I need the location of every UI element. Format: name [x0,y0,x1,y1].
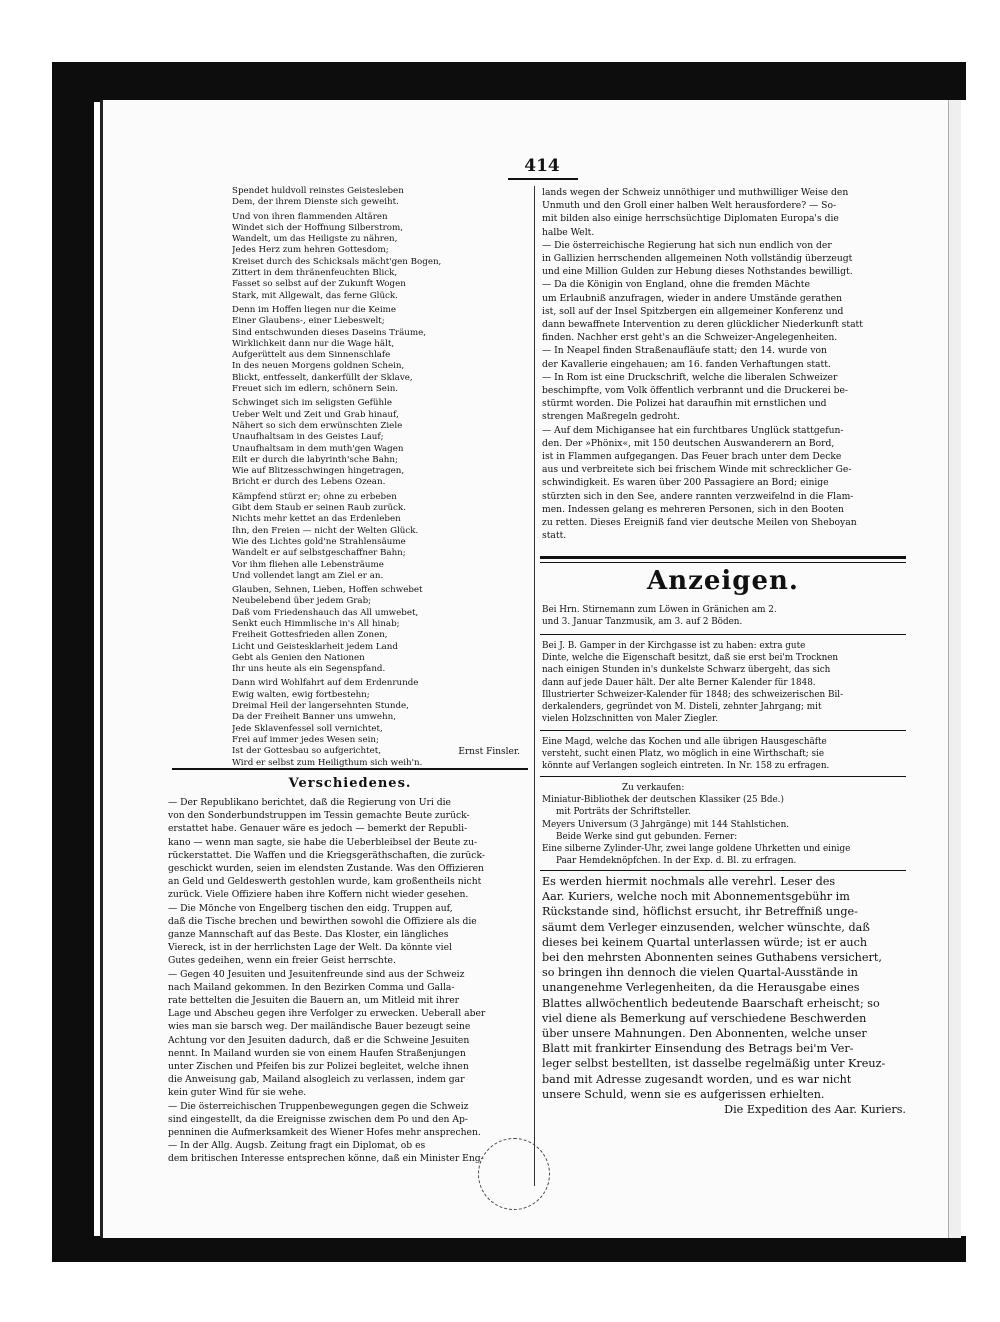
poem-signature: Ernst Finsler. [458,747,520,757]
poem-line: Ihr uns heute als ein Segenspfand. [232,664,386,675]
text-line: kano — wenn man sagte, sie habe die Ueberbleibsel der Beute zu- [168,836,478,848]
news-text [542,186,906,542]
text-line: dem britischen Interesse entsprechen könne, daß ein Minister Eng- [168,1153,484,1165]
text-line: vielen Holzschnitten von Maler Ziegler. [542,714,719,725]
advert-abonnenten [542,874,906,1117]
text-line: schwindigkeit. Es waren über 200 Passagiere an Bord; einige [542,477,829,489]
text-line: kein guter Wind für sie wehe. [168,1087,307,1099]
poem-line: Aufgerüttelt aus dem Sinnenschlafe [232,350,391,361]
text-line: band mit Adresse zugesandt worden, und es war nicht [542,1072,852,1086]
poem-line: Denn im Hoffen liegen nur die Keime [232,304,396,315]
text-line: ganze Mannschaft auf das Beste. Das Kloster, ein längliches [168,929,449,941]
text-line: leger selbst bestellten, ist dasselbe regelmäßig unter Kreuz- [542,1057,886,1071]
poem-line: Ewig walten, ewig fortbestehn; [232,689,370,700]
poem-line: Kämpfend stürzt er; ohne zu erbeben [232,491,397,502]
text-line: mit Porträts der Schriftsteller. [556,807,691,818]
text-line: Gutes gedeihen, wenn ein freier Geist herrschte. [168,955,396,967]
poem-end-rule [172,768,528,770]
poem-line: Licht und Geistesklarheit jedem Land [232,641,398,652]
text-line: — Die österreichischen Truppenbewegungen gegen die Schweiz [168,1100,469,1112]
text-line: Illustrierter Schweizer-Kalender für 1848; des schweizerischen Bil- [542,689,844,700]
text-line: stürzten sich in den See, andere rannten verzweifelnd in die Flam- [542,490,854,502]
text-line: lands wegen der Schweiz unnöthiger und muthwilliger Weise den [542,187,849,198]
poem-line: Jede Sklavenfessel soll vernichtet, [232,723,383,734]
text-line: Lage und Abscheu gegen ihre Verfolger zu erwecken. Ueberall aber [168,1008,486,1020]
text-line: dann auf jede Dauer hält. Der alte Berner Kalender für 1848. [542,677,816,688]
poem-line: Da der Freiheit Banner uns umwehn, [232,712,396,723]
text-line: mit bilden also einige herrschsüchtige Diplomaten Europa's die [542,213,839,225]
text-line: geschickt wurden, seien im elendsten Zustande. Was den Offizieren [168,863,484,875]
poem-line: Unaufhaltsam in des Geistes Lauf; [232,432,384,443]
text-line: Eine silberne Zylinder-Uhr, zwei lange goldene Uhrketten und einige [542,844,851,855]
text-line: Zu verkaufen: [622,783,685,793]
text-line: bei den mehrsten Abonnenten seines Guthabens versichert, [542,951,882,965]
text-line: die Anweisung gab, Mailand alsogleich zu verlassen, indem gar [168,1074,465,1086]
poem-line: Fasset so selbst auf der Zukunft Wogen [232,279,406,290]
advert-divider [540,634,906,635]
text-line: erstattet habe. Genauer wäre es jedoch — bemerkt der Republi- [168,823,468,835]
text-line: statt. [542,530,567,542]
text-line: Beide Werke sind gut gebunden. Ferner: [556,831,738,842]
text-line: in Gallizien herrschenden allgemeinen Noth vollständig überzeugt [542,253,853,265]
text-line: — Die österreichische Regierung hat sich nun endlich von der [542,239,832,251]
text-line: viel diene als Bemerkung auf verschiedene Beschwerden [542,1011,867,1025]
text-line: ist, soll auf der Insel Spitzbergen ein allgemeiner Konferenz und [542,305,844,317]
text-line: strengen Maßregeln gedroht. [542,411,680,423]
text-line: — Die Mönche von Engelberg tischen den eidg. Truppen auf, [168,902,453,914]
advert-magd [542,736,906,773]
poem-line: Ihn, den Freien — nicht der Welten Glück. [232,525,419,536]
poem-line: Unaufhaltsam in dem muth'gen Wagen [232,443,404,454]
text-line: und 3. Januar Tanzmusik, am 3. auf 2 Böden. [542,617,743,628]
scanner-margin-right [960,100,1000,1260]
poem [232,186,522,772]
poem-line: Vor ihm fliehen alle Lebensträume [232,559,384,570]
advert-divider [540,776,906,777]
poem-line: Neubelebend über jedem Grab; [232,596,372,607]
advert-tanzmusik [542,604,906,628]
text-line: nach einigen Stunden in's dunkelste Schwarz übergeht, das sich [542,665,831,676]
text-line: halbe Welt. [542,226,595,238]
scanner-border-top [52,62,908,102]
text-line: säumt dem Verleger einzusenden, welcher wünschte, daß [542,920,870,934]
poem-line: Frei auf immer jedes Wesen sein; [232,734,379,745]
scanner-border-bottom [52,1236,966,1262]
poem-line: Schwinget sich im seligsten Gefühle [232,398,392,409]
poem-line: Dem, der ihrem Dienste sich geweiht. [232,197,399,208]
text-line: dann bewaffnete Intervention zu deren glücklicher Niederkunft statt [542,319,863,331]
text-line: nennt. In Mailand wurden sie von einem Haufen Straßenjungen [168,1047,466,1059]
page-number: 414 [524,156,560,176]
poem-line: Freuet sich im edlern, schönern Sein. [232,384,399,395]
text-line: Aar. Kuriers, welche noch mit Abonnementsgebühr im [542,890,850,904]
poem-line: Windet sich der Hoffnung Silberstrom, [232,222,403,233]
poem-stanza [232,305,522,395]
page-edge [948,100,961,1238]
text-line: zurück. Viele Offiziere haben ihre Koffern nicht wieder gesehen. [168,889,469,901]
poem-line: Eilt er durch die labyrinth'sche Bahn; [232,454,398,465]
poem-line: In des neuen Morgens goldnen Schein, [232,361,405,372]
poem-stanza [232,212,522,302]
advert-dinte [542,640,906,725]
text-line: und eine Million Gulden zur Hebung dieses Nothstandes bewilligt. [542,266,853,278]
poem-line: Spendet huldvoll reinstes Geistesleben [232,186,404,196]
text-line: — Auf dem Michigansee hat ein furchtbares Unglück stattgefun- [542,424,844,436]
library-stamp [478,1138,550,1210]
advert-divider [540,730,906,731]
poem-stanza [232,585,522,675]
poem-line: Wandelt er auf selbstgeschaffner Bahn; [232,548,406,559]
text-line: den. Der »Phönix«, mit 150 deutschen Auswanderern an Bord, [542,437,835,449]
text-line: aus und verbreitete sich bei frischem Winde mit schrecklicher Ge- [542,464,852,476]
text-line: — In der Allg. Augsb. Zeitung fragt ein Diplomat, ob es [168,1140,426,1152]
text-line: so bringen ihn dennoch die vielen Quartal-Ausstände in [542,966,858,980]
text-line: der Kavallerie eingehauen; am 16. fanden Verhaftungen statt. [542,358,831,370]
poem-line: Wie auf Blitzesschwingen hingetragen, [232,466,405,477]
poem-line: Dreimal Heil der langersehnten Stunde, [232,701,409,712]
poem-line: Ist der Gottesbau so aufgerichtet, [232,746,382,757]
poem-line: Daß vom Friedenshauch das All umwebet, [232,607,419,618]
text-line: Rückstande sind, höflichst ersucht, ihr Betreffniß unge- [542,905,858,919]
text-line: Es werden hiermit nochmals alle verehrl. Leser des [542,875,836,888]
text-line: sind eingestellt, da die Ereignisse zwischen dem Po und den Ap- [168,1113,469,1125]
column-divider [534,186,535,1186]
poem-line: Gebt als Genien den Nationen [232,652,365,663]
poem-line: Wandelt, um das Heiligste zu nähren, [232,234,398,245]
section-title-verschiedenes: Verschiedenes. [288,776,412,791]
poem-line: Und von ihren flammenden Altären [232,211,388,222]
text-line: Viereck, ist in der herrlichsten Lage der Welt. Da könnte viel [168,942,452,954]
news-end-rule-thin [540,562,906,563]
text-line: ist in Flammen aufgegangen. Das Feuer brach unter dem Decke [542,451,842,463]
text-line: Eine Magd, welche das Kochen und alle übrigen Hausgeschäfte [542,737,827,747]
poem-line: Jedes Herz zum hehren Gottesdom; [232,245,389,256]
poem-line: Glauben, Sehnen, Lieben, Hoffen schwebet [232,585,423,596]
poem-line: Wird er selbst zum Heiligthum sich weih'n. [232,757,423,768]
poem-stanza [232,398,522,488]
text-line: men. Indessen gelang es mehreren Personen, sich in den Booten [542,503,844,515]
poem-line: Sind entschwunden dieses Daseins Träume, [232,327,426,338]
text-line: derkalenders, gegründet von M. Disteli, zehnter Jahrgang; mit [542,702,822,713]
advert-zu-verkaufen [542,782,906,867]
scanner-border-left [52,62,94,1262]
poem-line: Bricht er durch des Lebens Ozean. [232,477,386,488]
poem-line: Ueber Welt und Zeit und Grab hinauf, [232,409,399,420]
poem-line: Nichts mehr kettet an das Erdenleben [232,514,401,525]
text-line: — Gegen 40 Jesuiten und Jesuitenfreunde sind aus der Schweiz [168,968,465,980]
text-line: über unsere Mahnungen. Den Abonnenten, welche unser [542,1027,867,1041]
text-line: zu retten. Dieses Ereigniß fand vier deutsche Meilen von Sheboyan [542,517,857,529]
text-line: versteht, sucht einen Platz, wo möglich in eine Wirthschaft; sie [542,749,825,760]
section-title-anzeigen: Anzeigen. [647,566,799,596]
text-line: unangenehme Verlegenheiten, da die Herausgabe eines [542,981,860,995]
text-line: — Da die Königin von England, ohne die fremden Mächte [542,279,810,291]
poem-line: Und vollendet langt am Ziel er an. [232,570,384,581]
advert-divider [540,870,906,871]
text-line: — In Neapel finden Straßenaufläufe statt; den 14. wurde von [542,345,827,357]
news-end-rule [540,556,906,559]
text-line: Dinte, welche die Eigenschaft besitzt, daß sie erst bei'm Trocknen [542,653,839,664]
poem-line: Senkt euch Himmlische in's All hinab; [232,618,400,629]
poem-line: Nähert so sich dem erwünschten Ziele [232,420,403,431]
text-line: von den Sonderbundstruppen im Tessin gemachte Beute zurück- [168,810,470,822]
poem-line: Wie des Lichtes gold'ne Strahlensäume [232,536,406,547]
poem-line: Gibt dem Staub er seinen Raub zurück. [232,503,406,514]
text-line: Miniatur-Bibliothek der deutschen Klassiker (25 Bde.) [542,795,784,806]
poem-stanza [232,186,522,209]
text-line: dieses bei keinem Quartal unterlassen würde; ist er auch [542,935,868,949]
poem-line: Stark, mit Allgewalt, das ferne Glück. [232,290,398,301]
text-line: rückerstattet. Die Waffen und die Kriegsgeräthschaften, die zurück- [168,849,485,861]
text-line: an Geld und Geldeswerth gestohlen wurde, kam großentheils nicht [168,876,482,888]
text-line: — In Rom ist eine Druckschrift, welche die liberalen Schweizer [542,371,838,383]
text-line: um Erlaubniß anzufragen, wieder in andere Umstände gerathen [542,292,843,304]
poem-line: Kreiset durch des Schicksals mächt'gen Bogen, [232,256,442,267]
text-line: rate bettelten die Jesuiten die Bauern an, um Mitleid mit ihrer [168,995,460,1007]
text-line: penninen die Aufmerksamkeit des Wiener Hofes mehr ansprechen. [168,1127,481,1139]
text-line: Achtung vor den Jesuiten dadurch, daß er die Schweine Jesuiten [168,1034,470,1046]
text-line: Paar Hemdeknöpfchen. In der Exp. d. Bl. zu erfragen. [556,856,797,867]
text-line: Bei Hrn. Stirnemann zum Löwen in Gränichen am 2. [542,605,777,615]
text-line: wies man sie barsch weg. Der mailändische Bauer bezeugt seine [168,1021,471,1033]
poem-line: Einer Glaubens-, einer Liebeswelt; [232,316,385,327]
text-line: finden. Nachher erst geht's an die Schweizer-Angelegenheiten. [542,332,838,344]
poem-line: Blickt, entfesselt, dankerfüllt der Sklave, [232,372,413,383]
text-line: könnte auf Verlangen sogleich eintreten. In Nr. 158 zu erfragen. [542,761,830,772]
poem-stanza [232,492,522,582]
poem-line: Dann wird Wohlfahrt auf dem Erdenrunde [232,678,419,689]
poem-line: Wirklichkeit dann nur die Wage hält, [232,338,395,349]
text-line: unsere Schuld, wenn sie es aufgerissen erhielten. [542,1087,825,1101]
text-line: daß die Tische brechen und bewirthen sowohl die Offiziere als die [168,915,477,927]
text-line: Meyers Universum (3 Jahrgänge) mit 144 Stahlstichen. [542,819,790,830]
text-line: — Der Republikano berichtet, daß die Regierung von Uri die [168,797,451,808]
text-line: Blattes allwöchentlich bedeutende Baarschaft erheischt; so [542,996,880,1010]
poem-line: Zittert in dem thränenfeuchten Blick, [232,268,398,279]
advert-signature: Die Expedition des Aar. Kuriers. [724,1103,906,1117]
poem-line: Freiheit Gottesfrieden allen Zonen, [232,630,388,641]
text-line: beschimpfte, vom Volk öffentlich verbrannt und die Druckerei be- [542,385,849,397]
text-line: unter Zischen und Pfeifen bis zur Polizei begleitet, welche ihnen [168,1061,469,1073]
text-line: stürmt worden. Die Polizei hat daraufhin mit ernstlichen und [542,398,827,410]
verschiedenes-text [168,796,528,1166]
page-number-rule [508,178,578,180]
text-line: nach Mailand gekommen. In den Bezirken Comma und Galla- [168,981,455,993]
text-line: Blatt mit frankirter Einsendung des Betrags bei'm Ver- [542,1042,854,1056]
text-line: Bei J. B. Gamper in der Kirchgasse ist zu haben: extra gute [542,641,806,651]
text-line: Unmuth und den Groll einer halben Welt herausfordere? — So- [542,200,837,212]
